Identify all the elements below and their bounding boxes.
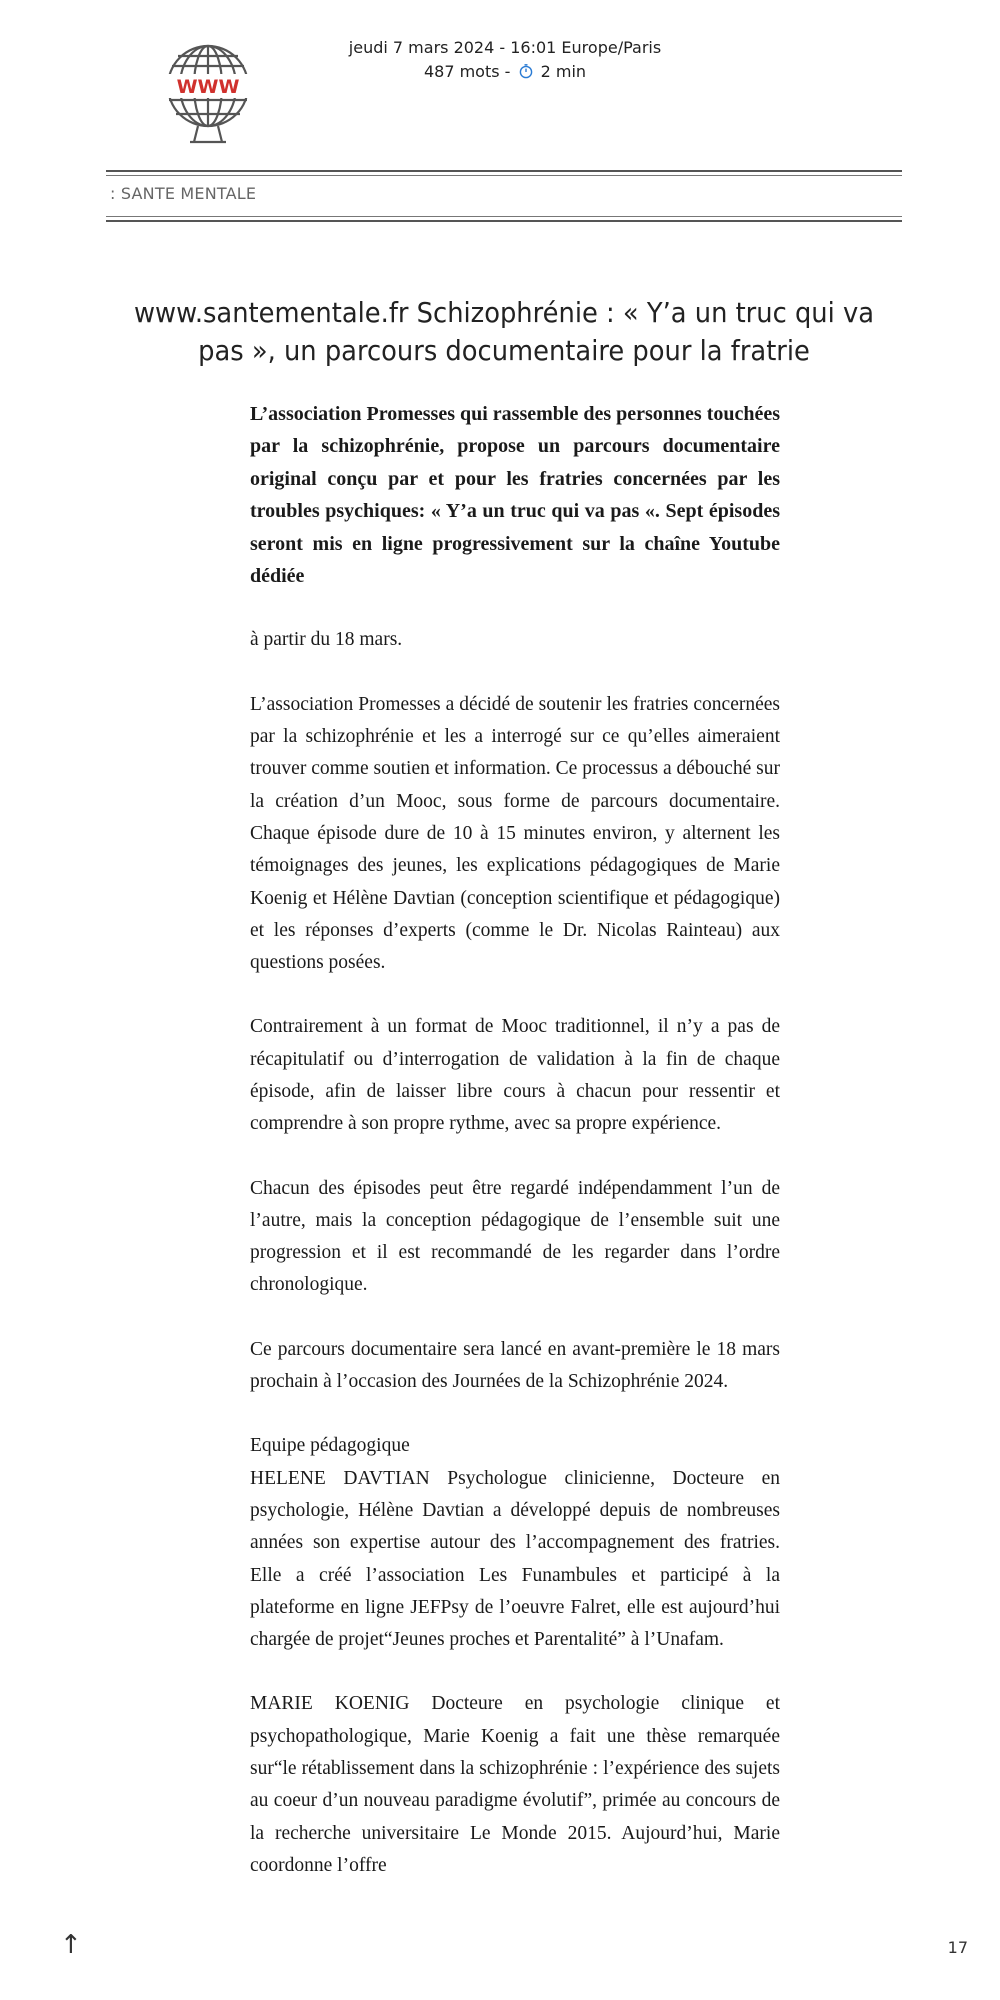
paragraph-team (250, 1430, 780, 1656)
paragraph-start-date: à partir du 18 mars. (250, 629, 403, 651)
paragraph-format: Contrairement à un format de Mooc traditionnel, il n’y a pas de récapitulatif ou d’interrogation de validation à la fin de chaque épisode, afin de laisser libre cours à chacun pour ressentir et comprendre à son propre rythme, avec sa propre expérience. (250, 1016, 780, 1135)
header-divider-bottom-thin (106, 216, 902, 217)
paragraph-episodes: Chacun des épisodes peut être regardé indépendamment l’un de l’autre, mais la conception pédagogique de l’ensemble suit une progression et il est recommandé de les regarder dans l’ordre chronologique. (250, 1177, 780, 1296)
stopwatch-icon (518, 63, 534, 79)
article-meta (300, 36, 710, 84)
www-globe-logo (160, 30, 256, 152)
logo-text: WWW (176, 76, 240, 98)
globe-icon (160, 30, 256, 152)
date-line: jeudi 7 mars 2024 - 16:01 Europe/Paris (348, 38, 662, 57)
article-body (250, 398, 780, 1882)
reading-time: 2 min (540, 62, 587, 81)
team-heading: Equipe pédagogique (250, 1435, 410, 1457)
article-title: www.santementale.fr Schizophrénie : « Y’a un truc qui va pas », un parcours documentaire pour la fratrie (133, 296, 875, 367)
header-divider-top-thin (106, 175, 902, 176)
paragraph-mooc-creation: L’association Promesses a décidé de soutenir les fratries concernées par la schizophrénie et les a interrogé sur ce qu’elles aimeraient trouver comme soutien et information. Ce processus a débouché sur la création d’un Mooc, sous forme de parcours documentaire. Chaque épisode dure de 10 à 15 minutes environ, y alternent les témoignages des jeunes, les explications pédagogiques de Marie Koenig et Hélène Davtian (conception scientifique et pédagogique) et les réponses d’experts (comme le Dr. Nicolas Rainteau) aux questions posées. (250, 693, 780, 974)
word-count: 487 mots - (423, 62, 511, 81)
section-label: : SANTE MENTALE (110, 184, 257, 203)
reading-info (300, 60, 710, 84)
header-divider-bottom (106, 220, 902, 222)
back-to-top-arrow-icon[interactable]: ↑ (60, 1930, 82, 1960)
team-bio-koenig: MARIE KOENIG Docteure en psychologie clinique et psychopathologique, Marie Koenig a fait une thèse remarquée sur“le rétablissement dans la schizophrénie : l’expérience des sujets au coeur d’un nouveau paradigme évolutif”, primée au concours de la recherche universitaire Le Monde 2015. Aujourd’hui, Marie coordonne l’offre (250, 1693, 780, 1876)
header-divider-top (106, 170, 902, 172)
team-bio-davtian: HELENE DAVTIAN Psychologue clinicienne, Docteure en psychologie, Hélène Davtian a développé depuis de nombreuses années son expertise autour des l’accompagnement des fratries. Elle a créé l’association Les Funambules et participé à la plateforme en ligne JEFPsy de l’oeuvre Falret, elle est aujourd’hui chargée de projet“Jeunes proches et Parentalité” à l’Unafam. (250, 1467, 780, 1651)
page-number: 17 (947, 1938, 968, 1957)
paragraph-launch: Ce parcours documentaire sera lancé en avant-première le 18 mars prochain à l’occasion des Journées de la Schizophrénie 2024. (250, 1338, 780, 1393)
article-lead: L’association Promesses qui rassemble des personnes touchées par la schizophrénie, propose un parcours documentaire original conçu par et pour les fratries concernées par les troubles psychiques: « Y’a un truc qui va pas «. Sept épisodes seront mis en ligne progressivement sur la chaîne Youtube dédiée (250, 403, 781, 588)
